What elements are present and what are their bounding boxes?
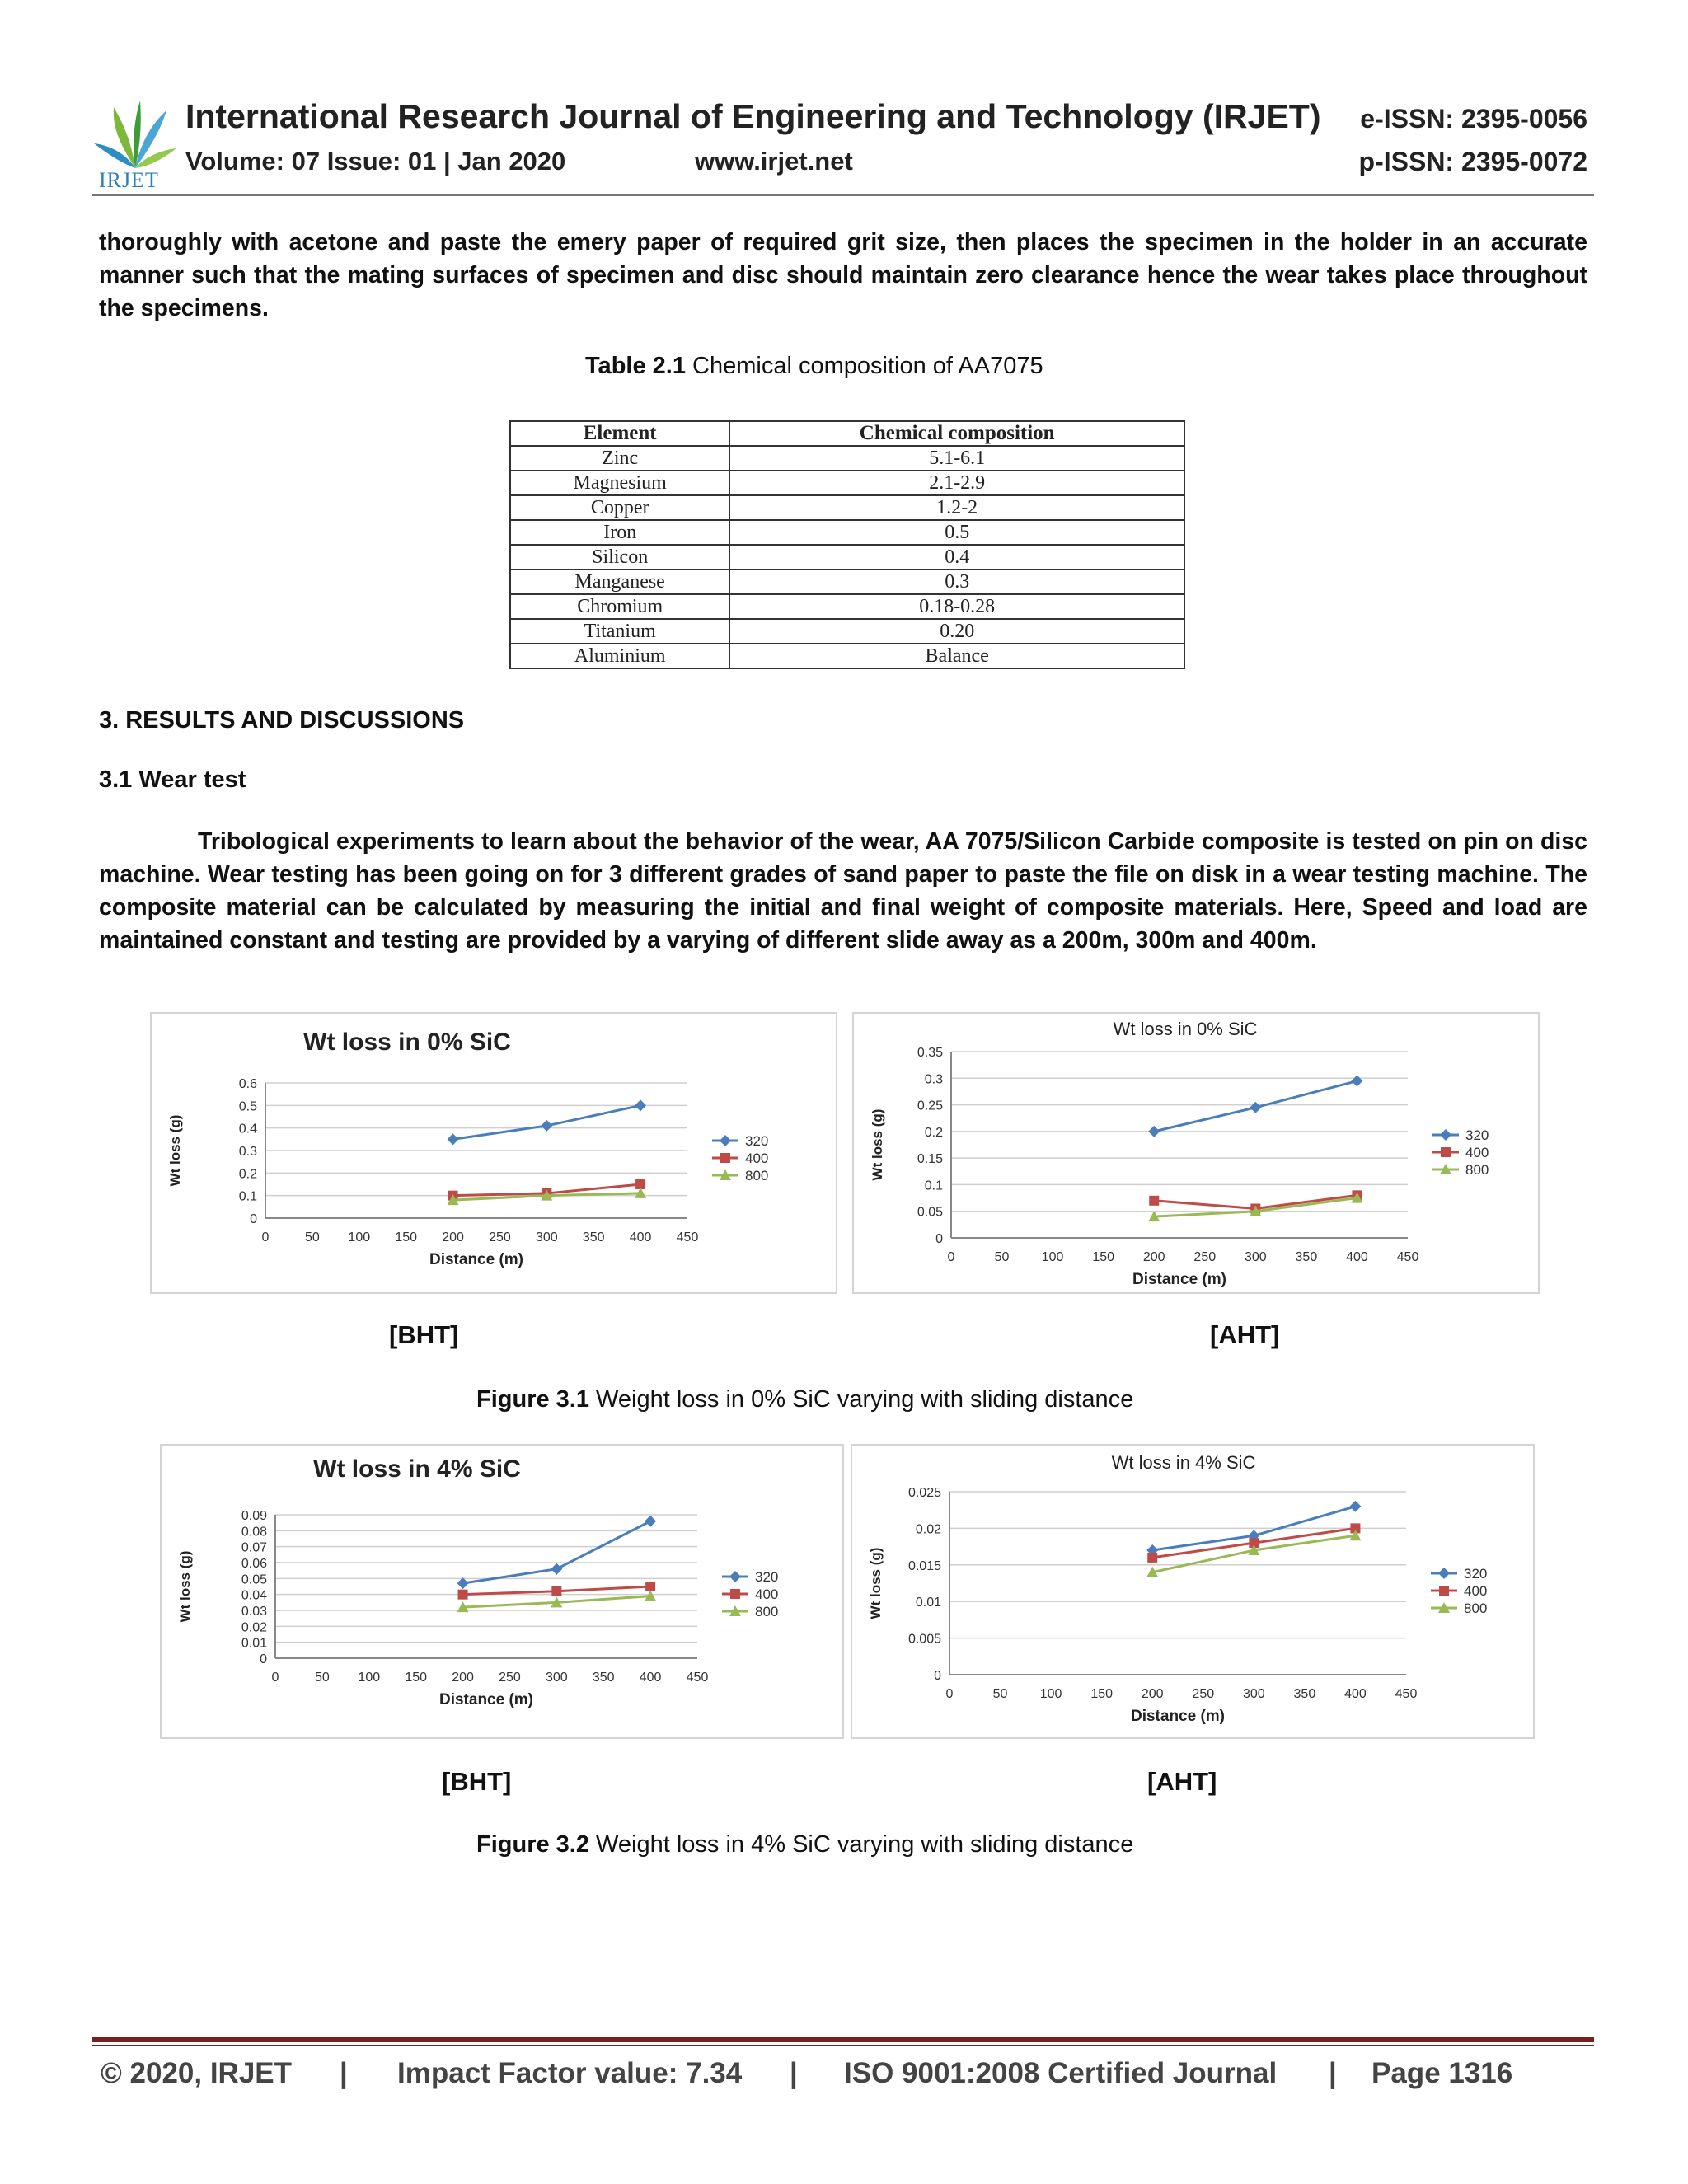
legend-label-400: 400 [1464,1583,1488,1599]
y-tick-label: 0.01 [915,1596,941,1610]
x-tick-label: 250 [489,1230,511,1244]
y-tick-label: 0.15 [917,1152,943,1167]
y-tick-label: 0.09 [241,1509,267,1523]
x-tick-label: 300 [1244,1250,1267,1264]
y-tick-label: 0.08 [241,1525,267,1540]
y-axis-label: Wt loss (g) [870,1108,885,1181]
data-point-320 [635,1099,646,1111]
data-point-400 [1147,1553,1157,1563]
table-cell: Aluminium [510,644,729,668]
y-tick-label: 0.03 [241,1605,267,1619]
y-tick-label: 0.05 [241,1572,267,1587]
x-tick-label: 50 [314,1671,330,1685]
table-cell: Magnesium [510,471,729,495]
table-cell: 5.1-6.1 [729,446,1184,471]
figure1-caption [476,1386,1133,1413]
x-tick-label: 200 [1142,1250,1165,1264]
data-point-400 [458,1590,468,1600]
x-tick-label: 0 [271,1671,279,1685]
pissn: p-ISSN: 2395-0072 [1358,147,1587,176]
y-tick-label: 0.5 [238,1099,257,1114]
table-header-composition: Chemical composition [729,421,1184,446]
x-tick-label: 0 [261,1230,270,1244]
legend-marker-320 [720,1135,731,1146]
x-tick-label: 450 [1396,1250,1419,1264]
wear-paragraph [99,825,1587,957]
legend-label-320: 320 [1465,1127,1489,1143]
legend-label-800: 800 [755,1604,779,1619]
y-tick-label: 0.2 [238,1167,257,1182]
figure1-right-label: [AHT] [1210,1320,1280,1349]
footer-rule [92,2037,1594,2042]
footer-separator: | [1329,2057,1337,2089]
x-tick-label: 150 [405,1671,428,1685]
y-tick-label: 0.07 [241,1540,267,1555]
x-tick-label: 200 [452,1671,474,1685]
x-tick-label: 0 [945,1687,954,1701]
footer-page-number: Page 1316 [1372,2057,1513,2089]
table-cell: Copper [510,495,729,520]
table-cell: 0.5 [729,520,1184,545]
y-axis-label: Wt loss (g) [167,1114,183,1187]
legend-marker-320 [1440,1129,1451,1141]
y-tick-label: 0.05 [917,1205,943,1220]
x-tick-label: 350 [592,1671,615,1685]
figure1-caption-label: Figure 3.1 [476,1386,589,1413]
x-tick-label: 0 [947,1250,955,1264]
table-cell: 0.3 [729,569,1184,594]
legend-label-400: 400 [1465,1145,1489,1160]
chart-wt-loss-0-aht [854,1014,1538,1292]
table-cell: Silicon [510,545,729,569]
y-tick-label: 0.04 [241,1588,267,1603]
x-tick-label: 450 [1395,1687,1418,1701]
table-caption [585,353,1043,380]
legend-label-800: 800 [1465,1162,1489,1178]
intro-text: thoroughly with acetone and paste the emery paper of required grit size, then places the specimen in the holder in an accurate manner such that the mating surfaces of specimen and disc should maintain zero clearance hence the wear takes place throughout the specimens. [99,229,1587,321]
y-tick-label: 0 [260,1652,267,1666]
chart-title: Wt loss in 4% SiC [1111,1452,1256,1473]
x-tick-label: 300 [545,1671,568,1685]
chart-wt-loss-4-aht [852,1446,1533,1737]
x-tick-label: 150 [1090,1687,1114,1701]
x-tick-label: 300 [535,1230,558,1244]
chart-panel-4-bht [160,1444,844,1739]
data-point-320 [448,1133,459,1145]
table-cell: Iron [510,520,729,545]
data-point-320 [457,1577,469,1589]
x-axis-label: Distance (m) [438,1691,534,1708]
data-point-320 [1148,1126,1160,1137]
table-row [510,520,1184,545]
y-tick-label: 0 [934,1669,941,1683]
x-tick-label: 100 [348,1230,371,1244]
legend-marker-320 [729,1571,741,1582]
x-tick-label: 50 [994,1250,1010,1264]
chart-panel-0-bht [150,1012,837,1294]
table-caption-label: Table 2.1 [585,353,686,379]
x-tick-label: 200 [442,1230,464,1244]
figure2-caption [476,1831,1133,1858]
chart-title: Wt loss in 0% SiC [303,1029,511,1056]
y-tick-label: 0.3 [238,1145,257,1159]
footer-iso: ISO 9001:2008 Certified Journal [844,2057,1278,2089]
x-tick-label: 150 [395,1230,418,1244]
chart-wt-loss-4-bht [162,1446,842,1737]
legend-label-320: 320 [1464,1566,1488,1582]
y-tick-label: 0.2 [924,1125,943,1140]
table-row [510,594,1184,619]
legend-label-400: 400 [755,1586,779,1602]
legend-label-320: 320 [755,1569,779,1585]
legend-marker-320 [1438,1568,1450,1579]
table-cell: Balance [729,644,1184,668]
x-tick-label: 400 [1344,1687,1367,1701]
subsection-heading: 3.1 Wear test [99,766,246,793]
figure1-left-label: [BHT] [389,1320,459,1349]
x-tick-label: 350 [1293,1687,1316,1701]
header-rule [92,194,1594,196]
x-tick-label: 250 [499,1671,521,1685]
footer-rule-thin [92,2045,1594,2046]
data-point-400 [551,1586,561,1596]
x-tick-label: 400 [1346,1250,1368,1264]
figure2-right-label: [AHT] [1147,1767,1217,1796]
legend-marker-400 [1441,1147,1451,1157]
x-axis-label: Distance (m) [1130,1708,1226,1725]
table-cell: Chromium [510,594,729,619]
footer-separator: | [790,2057,798,2089]
x-tick-label: 350 [1295,1250,1318,1264]
legend-label-800: 800 [745,1168,769,1183]
chart-wt-loss-0-bht [152,1014,836,1292]
table-cell: 0.18-0.28 [729,594,1184,619]
table-cell: 1.2-2 [729,495,1184,520]
table-cell: 2.1-2.9 [729,471,1184,495]
legend-marker-400 [720,1153,730,1163]
chart-title: Wt loss in 4% SiC [313,1455,521,1483]
chart-panel-0-aht [852,1012,1540,1294]
y-tick-label: 0.025 [907,1486,941,1500]
footer-copyright: © 2020, IRJET [101,2057,293,2089]
x-tick-label: 350 [582,1230,605,1244]
table-header-element: Element [510,421,729,446]
table-cell: Titanium [510,619,729,644]
chart-title: Wt loss in 0% SiC [1113,1019,1258,1039]
journal-website[interactable]: www.irjet.net [695,147,853,176]
composition-table [509,420,1185,669]
data-point-320 [1250,1102,1261,1113]
x-axis-label: Distance (m) [429,1251,524,1268]
y-tick-label: 0.35 [917,1046,943,1060]
figure2-caption-text: Weight loss in 4% SiC varying with sliding distance [589,1831,1134,1858]
y-tick-label: 0.25 [917,1099,943,1113]
table-row [510,569,1184,594]
y-tick-label: 0.6 [238,1077,257,1091]
y-tick-label: 0.02 [241,1620,267,1635]
legend-marker-400 [1439,1586,1449,1596]
table-caption-text: Chemical composition of AA7075 [685,353,1043,379]
footer-impact-factor: Impact Factor value: 7.34 [397,2057,743,2089]
table-row [510,446,1184,471]
table-row [510,545,1184,569]
x-tick-label: 50 [992,1687,1008,1701]
figure2-left-label: [BHT] [442,1767,512,1796]
y-tick-label: 0.06 [241,1557,267,1571]
x-tick-label: 100 [358,1671,381,1685]
y-tick-label: 0.005 [907,1632,941,1647]
table-cell: Zinc [510,446,729,471]
x-tick-label: 100 [1041,1250,1064,1264]
x-tick-label: 300 [1242,1687,1265,1701]
table-row [510,495,1184,520]
table-row [510,471,1184,495]
y-tick-label: 0.01 [241,1636,267,1651]
legend-marker-400 [730,1589,740,1599]
y-axis-label: Wt loss (g) [868,1547,884,1619]
x-tick-label: 400 [629,1230,652,1244]
x-tick-label: 250 [1192,1687,1215,1701]
section-heading: 3. RESULTS AND DISCUSSIONS [99,707,465,733]
y-tick-label: 0.015 [907,1558,941,1573]
wear-text: Tribological experiments to learn about the behavior of the wear, AA 7075/Silicon Carbide composite is tested on pin on disc machine. Wear testing has been going on for 3 different grades of sand paper to paste the file on disk in a wear testing machine. The composite material can be calculated by measuring the initial and final weight of composite materials. Here, Speed and load are maintained constant and testing are provided by a varying of different slide away as a 200m, 300m and 400m. [99,828,1587,954]
irjet-logo [92,97,178,196]
y-tick-label: 0.4 [238,1122,257,1137]
legend-label-800: 800 [1464,1601,1488,1616]
y-tick-label: 0 [250,1212,257,1226]
data-point-320 [645,1516,656,1527]
x-tick-label: 450 [676,1230,699,1244]
data-point-320 [1351,1076,1362,1087]
table-row [510,644,1184,668]
footer-separator: | [340,2057,348,2089]
eissn: e-ISSN: 2395-0056 [1360,104,1587,134]
data-point-320 [551,1563,562,1575]
legend-label-320: 320 [745,1133,769,1149]
data-point-400 [645,1582,655,1591]
x-axis-label: Distance (m) [1132,1271,1227,1288]
y-tick-label: 0.1 [238,1189,257,1204]
table-cell: 0.4 [729,545,1184,569]
y-tick-label: 0.1 [924,1179,943,1193]
data-point-320 [1349,1501,1361,1512]
y-tick-label: 0 [935,1232,943,1246]
x-tick-label: 200 [1141,1687,1164,1701]
data-point-400 [1149,1196,1159,1206]
journal-title: International Research Journal of Engineering and Technology (IRJET) [185,97,1321,135]
intro-paragraph [99,226,1587,325]
x-tick-label: 450 [686,1671,709,1685]
figure2-caption-label: Figure 3.2 [476,1831,589,1858]
table-header-row [510,421,1184,446]
x-tick-label: 50 [304,1230,320,1244]
x-tick-label: 250 [1193,1250,1217,1264]
data-point-320 [541,1120,552,1132]
logo-text: IRJET [99,168,159,192]
figure1-caption-text: Weight loss in 0% SiC varying with sliding distance [589,1386,1134,1413]
table-row [510,619,1184,644]
y-tick-label: 0.3 [924,1072,943,1087]
y-tick-label: 0.02 [915,1522,941,1537]
volume-info: Volume: 07 Issue: 01 | Jan 2020 [185,147,566,176]
chart-panel-4-aht [851,1444,1535,1739]
y-axis-label: Wt loss (g) [177,1550,193,1623]
table-cell: Manganese [510,569,729,594]
x-tick-label: 150 [1092,1250,1115,1264]
legend-label-400: 400 [745,1151,769,1166]
x-tick-label: 100 [1039,1687,1062,1701]
table-cell: 0.20 [729,619,1184,644]
x-tick-label: 400 [639,1671,662,1685]
